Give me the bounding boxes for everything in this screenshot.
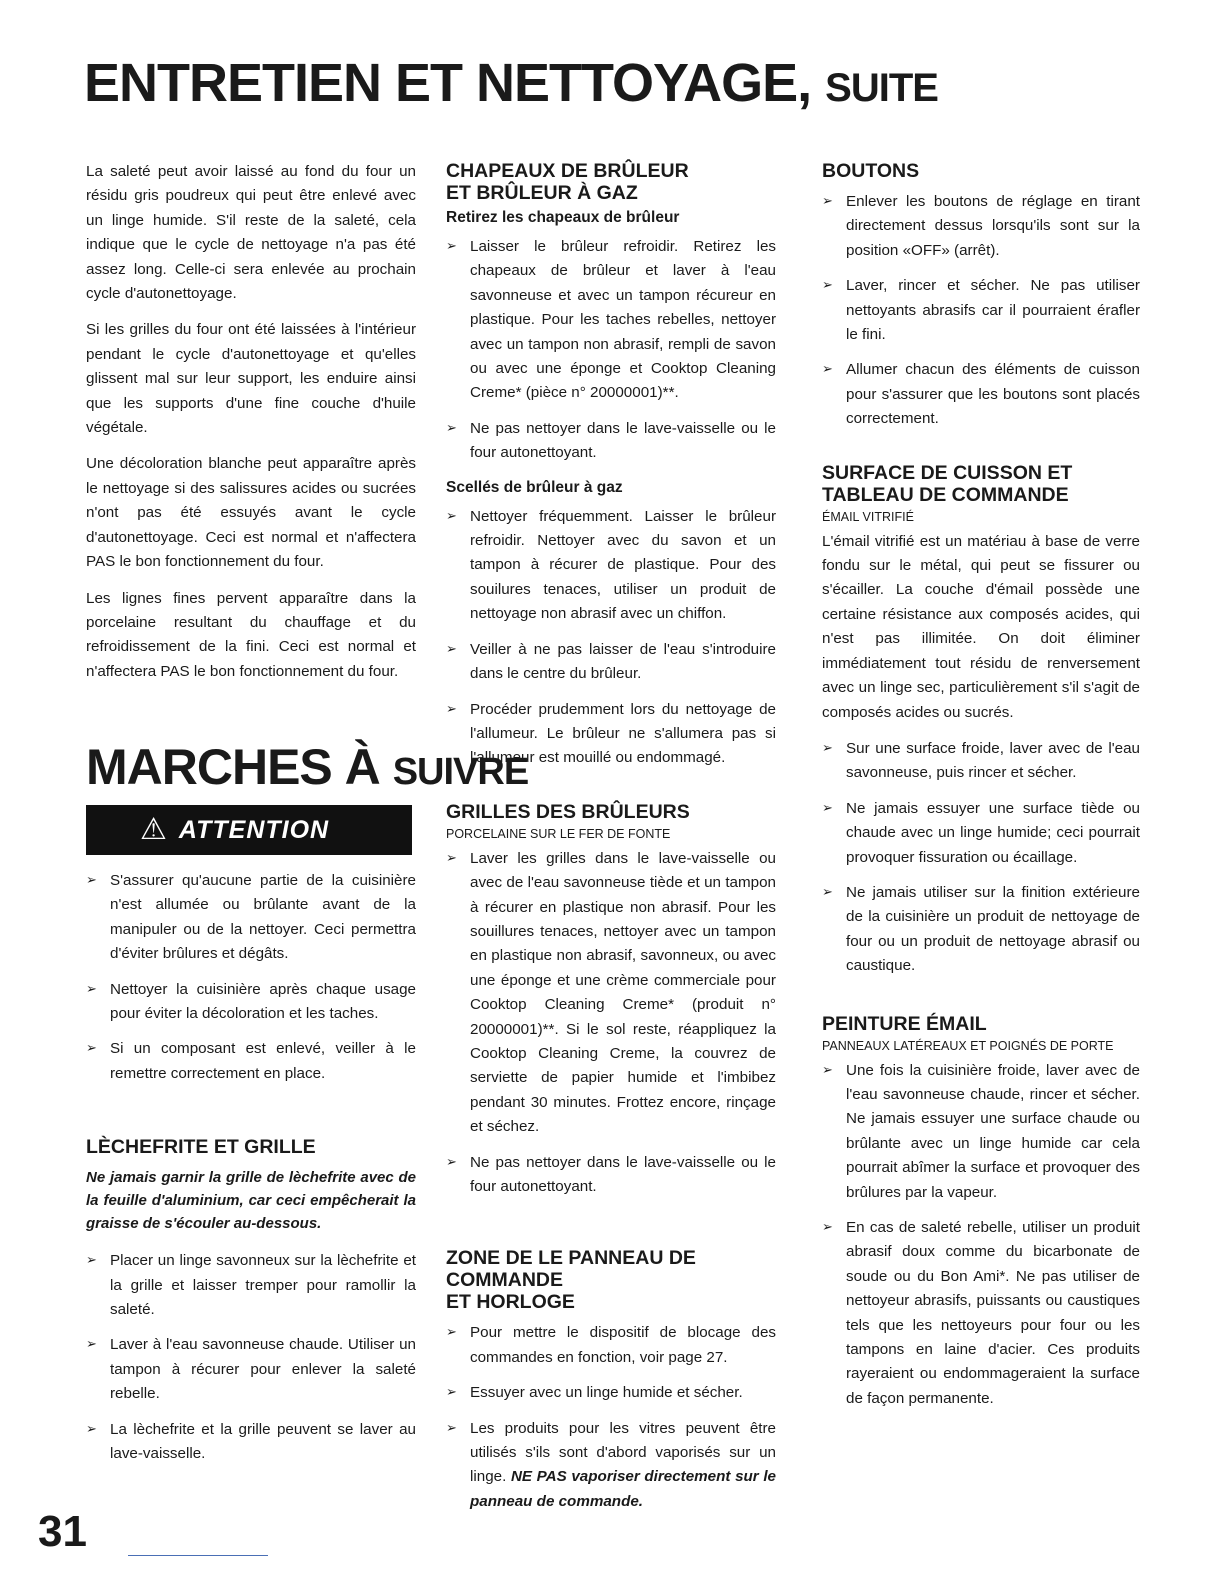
surface-list	[822, 737, 1140, 979]
section-heading-chapeaux-line1: CHAPEAUX DE BRÛLEUR	[446, 160, 689, 182]
list-item: ➢ Une fois la cuisinière froide, laver avec de l'eau savonneuse chaude, rincer et sécher. Ne jamais essuyer une surface chaude ou brûlante avec un linge humide car cela pourrait abîmer la surface et provoquer des brûlures par la vapeur.	[822, 1059, 1140, 1205]
boutons-list	[822, 190, 1140, 432]
list-item-emphasis: NE PAS vaporiser directement sur le panneau de commande.	[470, 1468, 776, 1510]
grilles-list	[446, 847, 776, 1200]
section-heading-zone-line1: ZONE DE LE PANNEAU DE COMMANDE	[446, 1247, 696, 1292]
list-item	[446, 1417, 776, 1515]
list-item: ➢ La lèchefrite et la grille peuvent se laver au lave-vaisselle.	[86, 1418, 416, 1467]
list-item: ➢ Procéder prudemment lors du nettoyage de l'allumeur. Le brûleur ne s'allumera pas si l'allumeur est mouillé ou endommagé.	[446, 698, 776, 771]
section-heading-surface-line2: TABLEAU DE COMMANDE	[822, 483, 1069, 506]
peinture-list	[822, 1059, 1140, 1412]
attention-list	[86, 869, 416, 1086]
list-item: ➢ Ne pas nettoyer dans le lave-vaisselle ou le four autonettoyant.	[446, 417, 776, 466]
subheading-grilles: PORCELAINE SUR LE FER DE FONTE	[446, 826, 671, 841]
list-item: ➢ Placer un linge savonneux sur la lèchefrite et la grille et laisser tremper pour ramollir la saleté.	[86, 1249, 416, 1322]
section-title-suffix: SUIVRE	[392, 751, 529, 793]
list-item-text: Les produits pour les vitres peuvent être utilisés s'ils sont d'abord vaporisés sur un linge.	[470, 1419, 776, 1486]
list-item: ➢ Enlever les boutons de réglage en tirant directement dessus lorsqu'ils sont sur la position «OFF» (arrêt).	[822, 190, 1140, 263]
lechefrite-warning: Ne jamais garnir la grille de lèchefrite avec de la feuille d'aluminium, car ceci empêcherait la graisse de s'écouler au-dessous.	[86, 1169, 416, 1233]
list-item: ➢ Laver à l'eau savonneuse chaude. Utiliser un tampon à récurer pour enlever la saleté rebelle.	[86, 1333, 416, 1406]
intro-paragraph: La saleté peut avoir laissé au fond du four un résidu gris poudreux qui peut être enlevé avec un linge humide. S'il reste de la saleté, cela indique que le cycle de nettoyage n'a pas été assez long. Celle-ci sera enlevée au prochain cycle d'autonettoyage.	[86, 163, 416, 303]
section-heading-lechefrite: LÈCHEFRITE ET GRILLE	[86, 1136, 316, 1159]
list-item: ➢ Laver les grilles dans le lave-vaisselle ou avec de l'eau savonneuse tiède et un tampon à récurer en plastique non abrasif. Pour les souillures tenaces, nettoyer avec un tampon en plastique non abrasif, savonneux, ou avec une éponge et une crème commerciale pour Cooktop Cleaning Creme* (produit n° 20000001)**. Si le sol reste, réappliquez la Cooktop Cleaning Creme, la couvrez de serviette de papier humide et l'imbibez pendant 30 minutes. Frottez encore, rinçage et séchez.	[446, 847, 776, 1140]
column-middle	[446, 160, 776, 1525]
subheading-scelles: Scellés de brûleur à gaz	[446, 478, 623, 496]
list-item: ➢ Ne jamais essuyer une surface tiède ou chaude avec un linge humide; ceci pourrait provoquer fissuration ou écaillage.	[822, 797, 1140, 870]
surface-paragraph: L'émail vitrifié est un matériau à base de verre fondu sur le métal, qui peut se fissurer ou s'écailler. La couche d'émail possède une certaine résistance aux composés acides, qui n'est pas illimitée. On doit éliminer immédiatement tout résidu de renversement avec un linge sec, particulièrement s'il s'agit de composés acides ou sucrés.	[822, 532, 1140, 721]
intro-paragraph: Si les grilles du four ont été laissées à l'intérieur pendant le cycle d'autonettoyage et qu'elles glissent mal sur leur support, les enduire ainsi que les supports d'une fine couche d'huile végétale.	[86, 321, 416, 437]
intro-paragraph: Une décoloration blanche peut apparaître après le nettoyage si des salissures acides ou sucrées n'ont pas été essuyés avant le cycle d'autonettoyage. Ceci est normal et n'affectera PAS le bon fonctionnement du four.	[86, 455, 416, 571]
section-heading-surface-line1: SURFACE DE CUISSON ET	[822, 461, 1073, 484]
list-item: ➢ S'assurer qu'aucune partie de la cuisinière n'est allumée ou brûlante avant de la manipuler ou de la nettoyer. Ceci permettra d'éviter brûlures et dégâts.	[86, 869, 416, 967]
subheading-peinture: PANNEAUX LATÉREAUX ET POIGNÉS DE PORTE	[822, 1038, 1114, 1053]
chapeaux-list	[446, 235, 776, 466]
list-item: ➢ Veiller à ne pas laisser de l'eau s'introduire dans le centre du brûleur.	[446, 638, 776, 687]
column-left-lower	[86, 805, 416, 1478]
scelles-list	[446, 505, 776, 771]
section-heading-zone-line2: ET HORLOGE	[446, 1291, 575, 1314]
list-item: ➢ Laisser le brûleur refroidir. Retirez les chapeaux de brûleur et laver à l'eau savonneuse et avec un tampon récureur en plastique. Pour les taches rebelles, nettoyer avec un tampon non abrasif, rempli de savon ou avec une éponge et Cooktop Cleaning Creme* (pièce n° 20000001)**.	[446, 235, 776, 406]
lechefrite-list	[86, 1249, 416, 1466]
list-item: ➢ Allumer chacun des éléments de cuisson pour s'assurer que les boutons sont placés correctement.	[822, 358, 1140, 431]
section-heading-chapeaux-line2: ET BRÛLEUR À GAZ	[446, 182, 638, 204]
section-title-main: MARCHES À	[86, 739, 380, 795]
list-item: ➢ Nettoyer la cuisinière après chaque usage pour éviter la décoloration et les taches.	[86, 978, 416, 1027]
list-item: ➢ Essuyer avec un linge humide et sécher.	[446, 1381, 776, 1405]
section-heading-peinture: PEINTURE ÉMAIL	[822, 1012, 987, 1035]
list-item: ➢ Ne pas nettoyer dans le lave-vaisselle ou le four autonettoyant.	[446, 1151, 776, 1200]
attention-label: ATTENTION	[178, 815, 330, 844]
list-item: ➢ Pour mettre le dispositif de blocage des commandes en fonction, voir page 27.	[446, 1321, 776, 1370]
page-title	[84, 53, 938, 113]
list-item: ➢ Si un composant est enlevé, veiller à le remettre correctement en place.	[86, 1037, 416, 1086]
column-right	[822, 160, 1140, 1422]
section-heading-grilles: GRILLES DES BRÛLEURS	[446, 800, 690, 823]
page-title-main: ENTRETIEN ET NETTOYAGE,	[84, 53, 812, 113]
subheading-chapeaux: Retirez les chapeaux de brûleur	[446, 209, 680, 226]
page-title-suffix: SUITE	[825, 66, 938, 110]
list-item: ➢ Nettoyer fréquemment. Laisser le brûleur refroidir. Nettoyer avec du savon et un tampon à récurer de plastique. Pour des souilures tenaces, utiliser un produit de nettoyage non abrasif avec un chiffon.	[446, 505, 776, 627]
list-item: ➢ Ne jamais utiliser sur la finition extérieure de la cuisinière un produit de nettoyage de four ou un produit de nettoyage abrasif ou caustique.	[822, 881, 1140, 979]
list-item: ➢ Sur une surface froide, laver avec de l'eau savonneuse, puis rincer et sécher.	[822, 737, 1140, 786]
section-heading-boutons: BOUTONS	[822, 160, 920, 182]
intro-paragraph: Les lignes fines pervent apparaître dans la porcelaine resultant du chauffage et du refroidissement de la fini. Ceci est normal et n'affectera PAS le bon fonctionnement du four.	[86, 589, 416, 680]
list-item: ➢ Laver, rincer et sécher. Ne pas utiliser nettoyants abrasifs car il pourraient érafler le fini.	[822, 274, 1140, 347]
footer-divider	[128, 1555, 268, 1556]
list-item: ➢ En cas de saleté rebelle, utiliser un produit abrasif doux comme du bicarbonate de soude ou du Bon Ami*. Ne pas utiliser de nettoyeur abrasifs, puissants ou caustiques tels que les nettoyeurs pour four ou les tampons en laine d'acier. Ces produits rayeraient ou endommageraient la surface de façon permanente.	[822, 1216, 1140, 1411]
page-number: 31	[38, 1507, 87, 1556]
subheading-surface: ÉMAIL VITRIFIÉ	[822, 509, 914, 524]
attention-banner	[86, 805, 412, 855]
column-left	[86, 160, 416, 696]
warning-triangle-icon: ⚠	[140, 812, 167, 847]
zone-list	[446, 1321, 776, 1514]
